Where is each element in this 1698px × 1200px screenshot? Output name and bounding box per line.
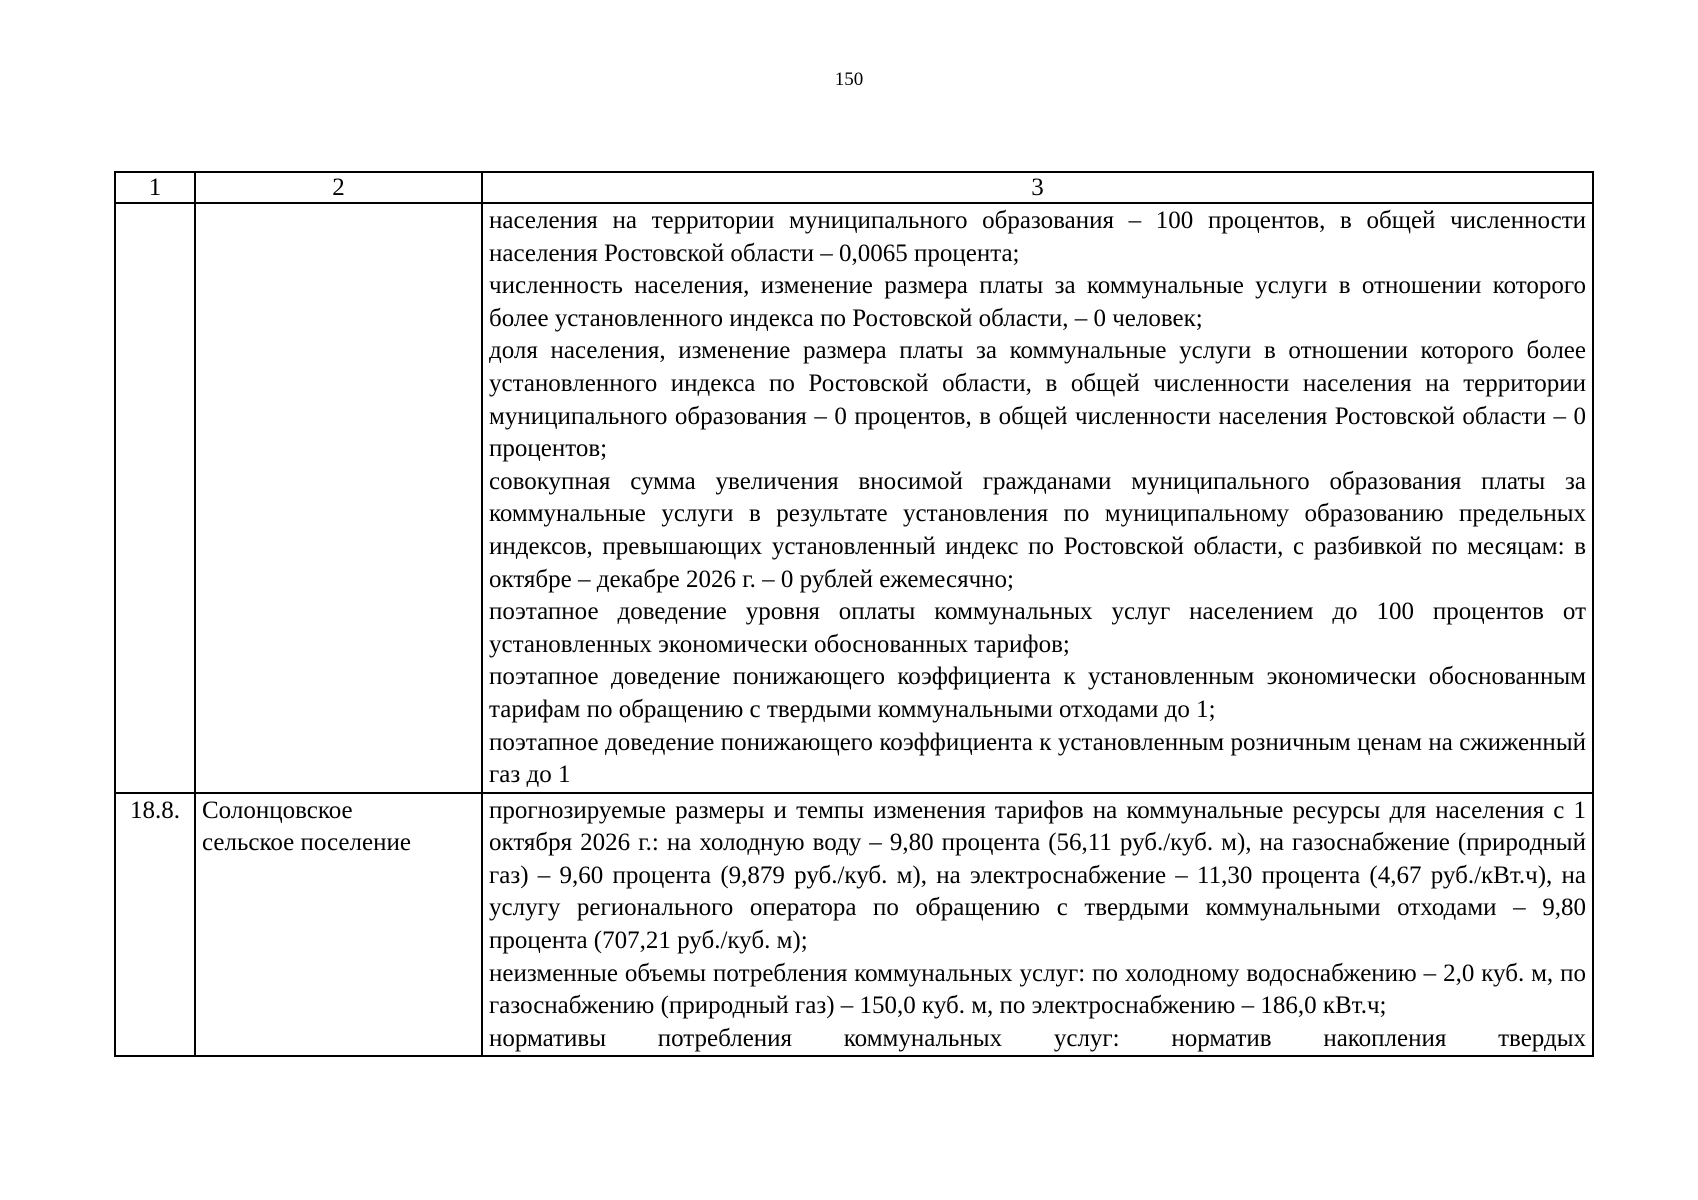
settlement-name bbox=[195, 203, 482, 793]
table-header-row bbox=[115, 172, 1593, 203]
paragraph: совокупная сумма увеличения вносимой гражданами муниципального образования платы за коммунальные услуги в результате установления по муниципальному образованию предельных индексов, превышающих установленный индекс по Ростовской области, с разбивкой по месяцам: в октябре – декабре 2026 г. – 0 рублей ежемесячно; bbox=[489, 467, 1586, 593]
settlement-name bbox=[195, 793, 482, 1057]
header-col-2: 2 bbox=[195, 172, 482, 203]
row-number bbox=[115, 203, 195, 793]
header-col-3: 3 bbox=[482, 172, 1593, 203]
paragraph: неизменные объемы потребления коммунальных услуг: по холодному водоснабжению – 2,0 куб. м, по газоснабжению (природный газ) – 150,0 куб. м, по электроснабжению – 186,0 кВт.ч; bbox=[489, 959, 1586, 1020]
table-row-18-8 bbox=[115, 793, 1593, 1057]
paragraph: поэтапное доведение уровня оплаты коммунальных услуг населением до 100 процентов от установленных экономически обоснованных тарифов; bbox=[489, 598, 1586, 658]
paragraph: поэтапное доведение понижающего коэффициента к установленным розничным ценам на сжиженный газ до 1 bbox=[489, 728, 1586, 789]
paragraph: поэтапное доведение понижающего коэффициента к установленным экономически обоснованным тарифам по обращению с твердыми коммунальными отходами до 1; bbox=[489, 663, 1586, 723]
paragraph: доля населения, изменение размера платы за коммунальные услуги в отношении которого более установленного индекса по Ростовской области, в общей численности населения на территории муниципального образования – 0 процентов, в общей численности населения Ростовской области – 0 процентов; bbox=[489, 337, 1586, 463]
paragraph: прогнозируемые размеры и темпы изменения тарифов на коммунальные ресурсы для населения с 1 октября 2026 г.: на холодную воду – 9,80 процента (56,11 руб./куб. м), на газоснабжение (природный газ) – 9,60 процента (9,879 руб./куб. м), на электроснабжение – 11,30 процента (4,67 руб./кВт.ч), на услугу регионального оператора по обращению с твердыми коммунальными отходами – 9,80 процента (707,21 руб./куб. м); bbox=[489, 796, 1586, 955]
row-number: 18.8. bbox=[115, 793, 195, 1057]
row-content bbox=[482, 203, 1593, 793]
tariff-table bbox=[114, 171, 1594, 1057]
settlement-name-line-1: Солонцовское bbox=[202, 796, 353, 824]
paragraph: численность населения, изменение размера платы за коммунальные услуги в отношении которого более установленного индекса по Ростовской области, – 0 человек; bbox=[489, 272, 1586, 332]
paragraph: населения на территории муниципального образования – 100 процентов, в общей численности населения Ростовской области – 0,0065 процента; bbox=[489, 207, 1586, 267]
settlement-name-line-2: сельское поселение bbox=[202, 829, 411, 857]
row-content bbox=[482, 793, 1593, 1057]
page-number: 150 bbox=[834, 69, 864, 90]
table-row-continuation bbox=[115, 203, 1593, 793]
header-col-1: 1 bbox=[115, 172, 195, 203]
paragraph: нормативы потребления коммунальных услуг: норматив накопления твердых bbox=[489, 1024, 1586, 1052]
